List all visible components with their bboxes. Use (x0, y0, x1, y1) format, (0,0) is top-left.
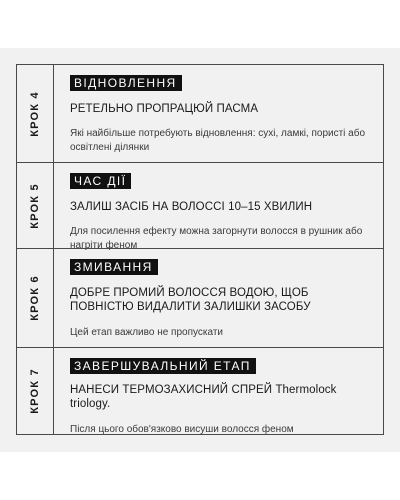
instruction-card (16, 64, 384, 435)
step-content (54, 65, 383, 162)
step-title-tag: ЗАВЕРШУВАЛЬНИЙ ЕТАП (70, 358, 256, 374)
step-number-label: КРОК 6 (29, 275, 41, 321)
step-content (54, 249, 383, 347)
step-instruction: НАНЕСИ ТЕРМОЗАХИСНИЙ СПРЕЙ Thermolock triology. (70, 384, 337, 410)
step-note: Після цього обов'язково висуши волосся феном (70, 424, 294, 435)
step-title-tag: ВІДНОВЛЕННЯ (70, 75, 182, 91)
step-content (54, 348, 383, 434)
step-content (54, 163, 383, 251)
step-instruction: РЕТЕЛЬНО ПРОПРАЦЮЙ ПАСМА (70, 103, 259, 115)
step-row-7 (17, 348, 383, 434)
step-title-tag: ЧАС ДІЇ (70, 173, 131, 189)
step-side-column (17, 348, 54, 434)
step-number-label: КРОК 7 (29, 368, 41, 414)
step-number-label: КРОК 4 (29, 90, 41, 137)
step-instruction: ДОБРЕ ПРОМИЙ ВОЛОССЯ ВОДОЮ, ЩОБ ПОВНІСТЮ ВИДАЛИТИ ЗАЛИШКИ ЗАСОБУ (70, 287, 311, 313)
step-side-column (17, 65, 54, 162)
step-note: Які найбільше потребують відновлення: сухі, ламкі, пористі або освітлені ділянки (70, 128, 366, 153)
step-row-5 (17, 163, 383, 249)
step-side-column (17, 163, 54, 248)
step-row-4 (17, 65, 383, 163)
step-instruction: ЗАЛИШ ЗАСІБ НА ВОЛОССІ 10–15 ХВИЛИН (70, 201, 313, 213)
step-row-6 (17, 249, 383, 348)
step-side-column (17, 249, 54, 347)
step-note: Для посилення ефекту можна загорнути волосся в рушник або нагріти феном (70, 226, 363, 251)
step-note: Цей етап важливо не пропускати (70, 327, 223, 338)
step-number-label: КРОК 5 (29, 182, 41, 229)
step-title-tag: ЗМИВАННЯ (70, 259, 158, 275)
